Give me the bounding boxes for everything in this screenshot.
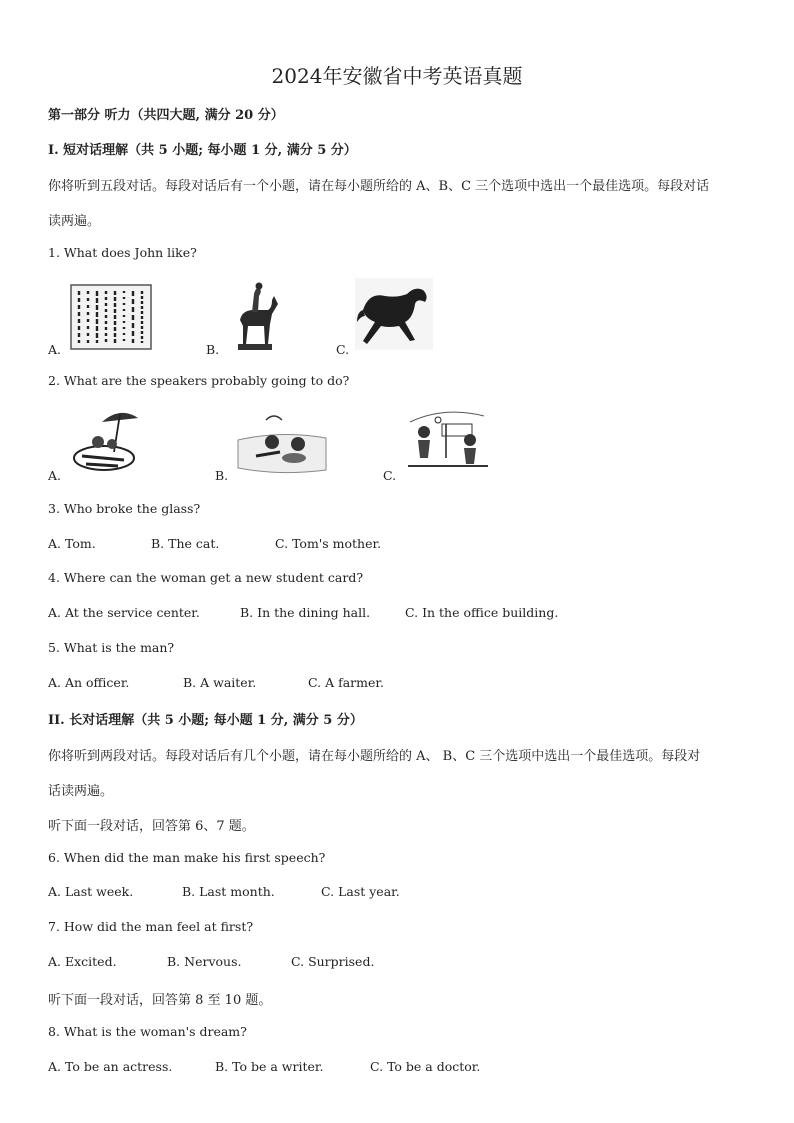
- question-5: 5. What is the man?: [48, 640, 175, 655]
- q5-option-b: B. A waiter.: [183, 675, 257, 690]
- q8-option-c: C. To be a doctor.: [370, 1059, 481, 1074]
- calligraphy-image: [70, 284, 152, 350]
- q6-option-c: C. Last year.: [321, 884, 400, 899]
- q5-option-c: C. A farmer.: [308, 675, 384, 690]
- q2-option-b-label: B.: [215, 468, 229, 483]
- q2-option-c-label: C.: [383, 468, 397, 483]
- part-heading: 第一部分 听力（共四大题, 满分 20 分）: [48, 108, 284, 123]
- listen-instruction-1: 听下面一段对话，回答第 6、7 题。: [48, 819, 255, 834]
- q4-option-b: B. In the dining hall.: [240, 605, 371, 620]
- q3-option-a: A. Tom.: [48, 536, 96, 551]
- q6-option-b: B. Last month.: [182, 884, 275, 899]
- volleyball-image: [404, 402, 490, 472]
- q8-option-b: B. To be a writer.: [215, 1059, 324, 1074]
- swimming-image: [236, 410, 328, 474]
- q5-option-a: A. An officer.: [48, 675, 130, 690]
- q7-option-c: C. Surprised.: [291, 954, 375, 969]
- q1-option-b-label: B.: [206, 342, 220, 357]
- section2-instruction-line1: 你将听到两段对话。每段对话后有几个小题，请在每小题所给的 A、 B、C 三个选项中选出一个最佳选项。每段对: [48, 749, 701, 764]
- section2-instruction-line2: 话读两遍。: [48, 784, 114, 799]
- q8-option-a: A. To be an actress.: [48, 1059, 173, 1074]
- q3-option-b: B. The cat.: [151, 536, 220, 551]
- section1-heading: I. 短对话理解（共 5 小题; 每小题 1 分, 满分 5 分）: [48, 143, 357, 158]
- q1-option-c-label: C.: [336, 342, 350, 357]
- q4-option-a: A. At the service center.: [48, 605, 200, 620]
- q1-option-a-label: A.: [48, 342, 62, 357]
- listen-instruction-2: 听下面一段对话，回答第 8 至 10 题。: [48, 993, 272, 1008]
- q2-option-a-label: A.: [48, 468, 62, 483]
- galloping-horse-painting-image: [355, 278, 433, 350]
- question-8: 8. What is the woman's dream?: [48, 1024, 247, 1039]
- horse-statue-image: [228, 278, 280, 352]
- section1-instruction-line1: 你将听到五段对话。每段对话后有一个小题，请在每小题所给的 A、B、C 三个选项中选出一个最佳选项。每段对话: [48, 179, 710, 194]
- page-title: 2024年安徽省中考英语真题: [271, 64, 523, 88]
- section2-heading: II. 长对话理解（共 5 小题; 每小题 1 分, 满分 5 分）: [48, 713, 363, 728]
- question-7: 7. How did the man feel at first?: [48, 919, 254, 934]
- question-4: 4. Where can the woman get a new student card?: [48, 570, 364, 585]
- question-3: 3. Who broke the glass?: [48, 501, 201, 516]
- q3-option-c: C. Tom's mother.: [275, 536, 382, 551]
- q7-option-a: A. Excited.: [48, 954, 117, 969]
- question-1: 1. What does John like?: [48, 245, 197, 260]
- question-2: 2. What are the speakers probably going to do?: [48, 373, 350, 388]
- section1-instruction-line2: 读两遍。: [48, 214, 101, 229]
- beach-picnic-image: [68, 404, 142, 476]
- q4-option-c: C. In the office building.: [405, 605, 559, 620]
- question-6: 6. When did the man make his first speech?: [48, 850, 326, 865]
- q7-option-b: B. Nervous.: [167, 954, 242, 969]
- q6-option-a: A. Last week.: [48, 884, 134, 899]
